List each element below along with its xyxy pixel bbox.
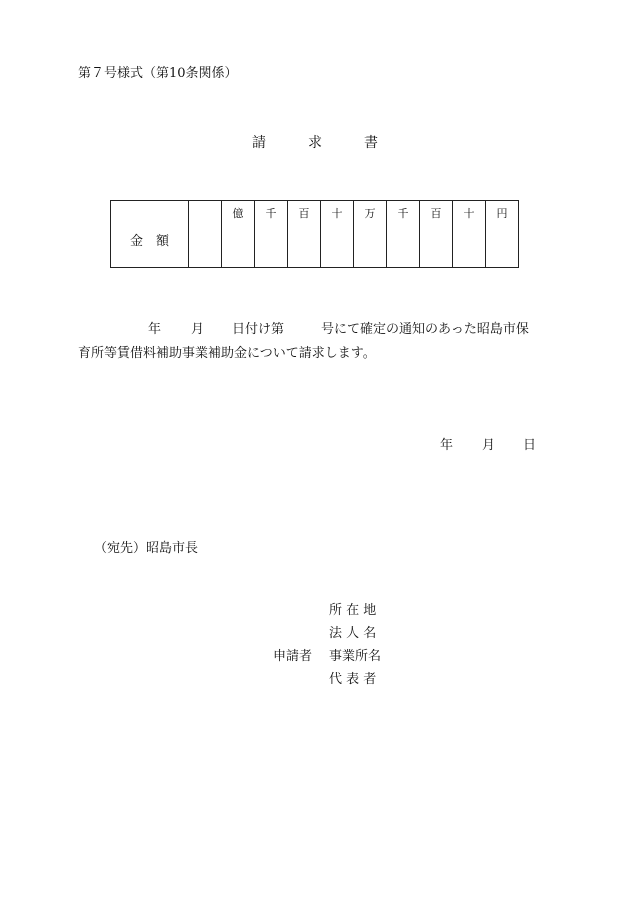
body-month: 月 <box>191 322 205 337</box>
amount-digit-cell[interactable] <box>255 201 288 268</box>
amount-label-cell <box>111 201 189 268</box>
unit-label: 億 <box>232 207 244 220</box>
unit-label: 十 <box>463 207 475 220</box>
title-char-1: 請 <box>252 135 266 151</box>
amount-label: 金 額 <box>129 233 169 249</box>
unit-label: 千 <box>265 207 277 220</box>
body-year: 年 <box>148 322 162 337</box>
amount-digit-cell[interactable] <box>387 201 420 268</box>
addressee: （宛先）昭島市長 <box>94 541 199 556</box>
amount-digit-cell[interactable] <box>354 201 387 268</box>
unit-label: 円 <box>496 207 508 220</box>
date-year: 年 <box>440 438 454 453</box>
amount-digit-cell[interactable] <box>420 201 453 268</box>
body-line-2: 育所等賃借料補助事業補助金について請求します。 <box>78 346 376 361</box>
representative-label: 代 表 者 <box>329 672 377 687</box>
request-paragraph <box>78 318 558 366</box>
amount-digit-cell[interactable] <box>321 201 354 268</box>
address-label: 所 在 地 <box>329 603 377 618</box>
unit-label: 十 <box>331 207 343 220</box>
amount-table <box>110 200 519 268</box>
office-name-label: 事業所名 <box>329 649 382 664</box>
unit-label: 万 <box>364 207 376 220</box>
body-text-rest: 号にて確定の通知のあった昭島市保 <box>321 322 529 337</box>
unit-label: 百 <box>430 207 442 220</box>
date-day: 日 <box>523 438 537 453</box>
body-day-ref: 日付け第 <box>232 322 285 337</box>
amount-blank-cell[interactable] <box>189 201 222 268</box>
amount-digit-cell[interactable] <box>486 201 519 268</box>
title-char-2: 求 <box>308 135 322 151</box>
date-month: 月 <box>482 438 496 453</box>
title-char-3: 書 <box>364 135 378 151</box>
form-number: 第７号様式（第10条関係） <box>78 66 238 81</box>
corp-name-label: 法 人 名 <box>329 626 377 641</box>
amount-digit-cell[interactable] <box>453 201 486 268</box>
unit-label: 百 <box>298 207 310 220</box>
applicant-role: 申請者 <box>273 649 313 664</box>
unit-label: 千 <box>397 207 409 220</box>
amount-digit-cell[interactable] <box>222 201 255 268</box>
amount-digit-cell[interactable] <box>288 201 321 268</box>
